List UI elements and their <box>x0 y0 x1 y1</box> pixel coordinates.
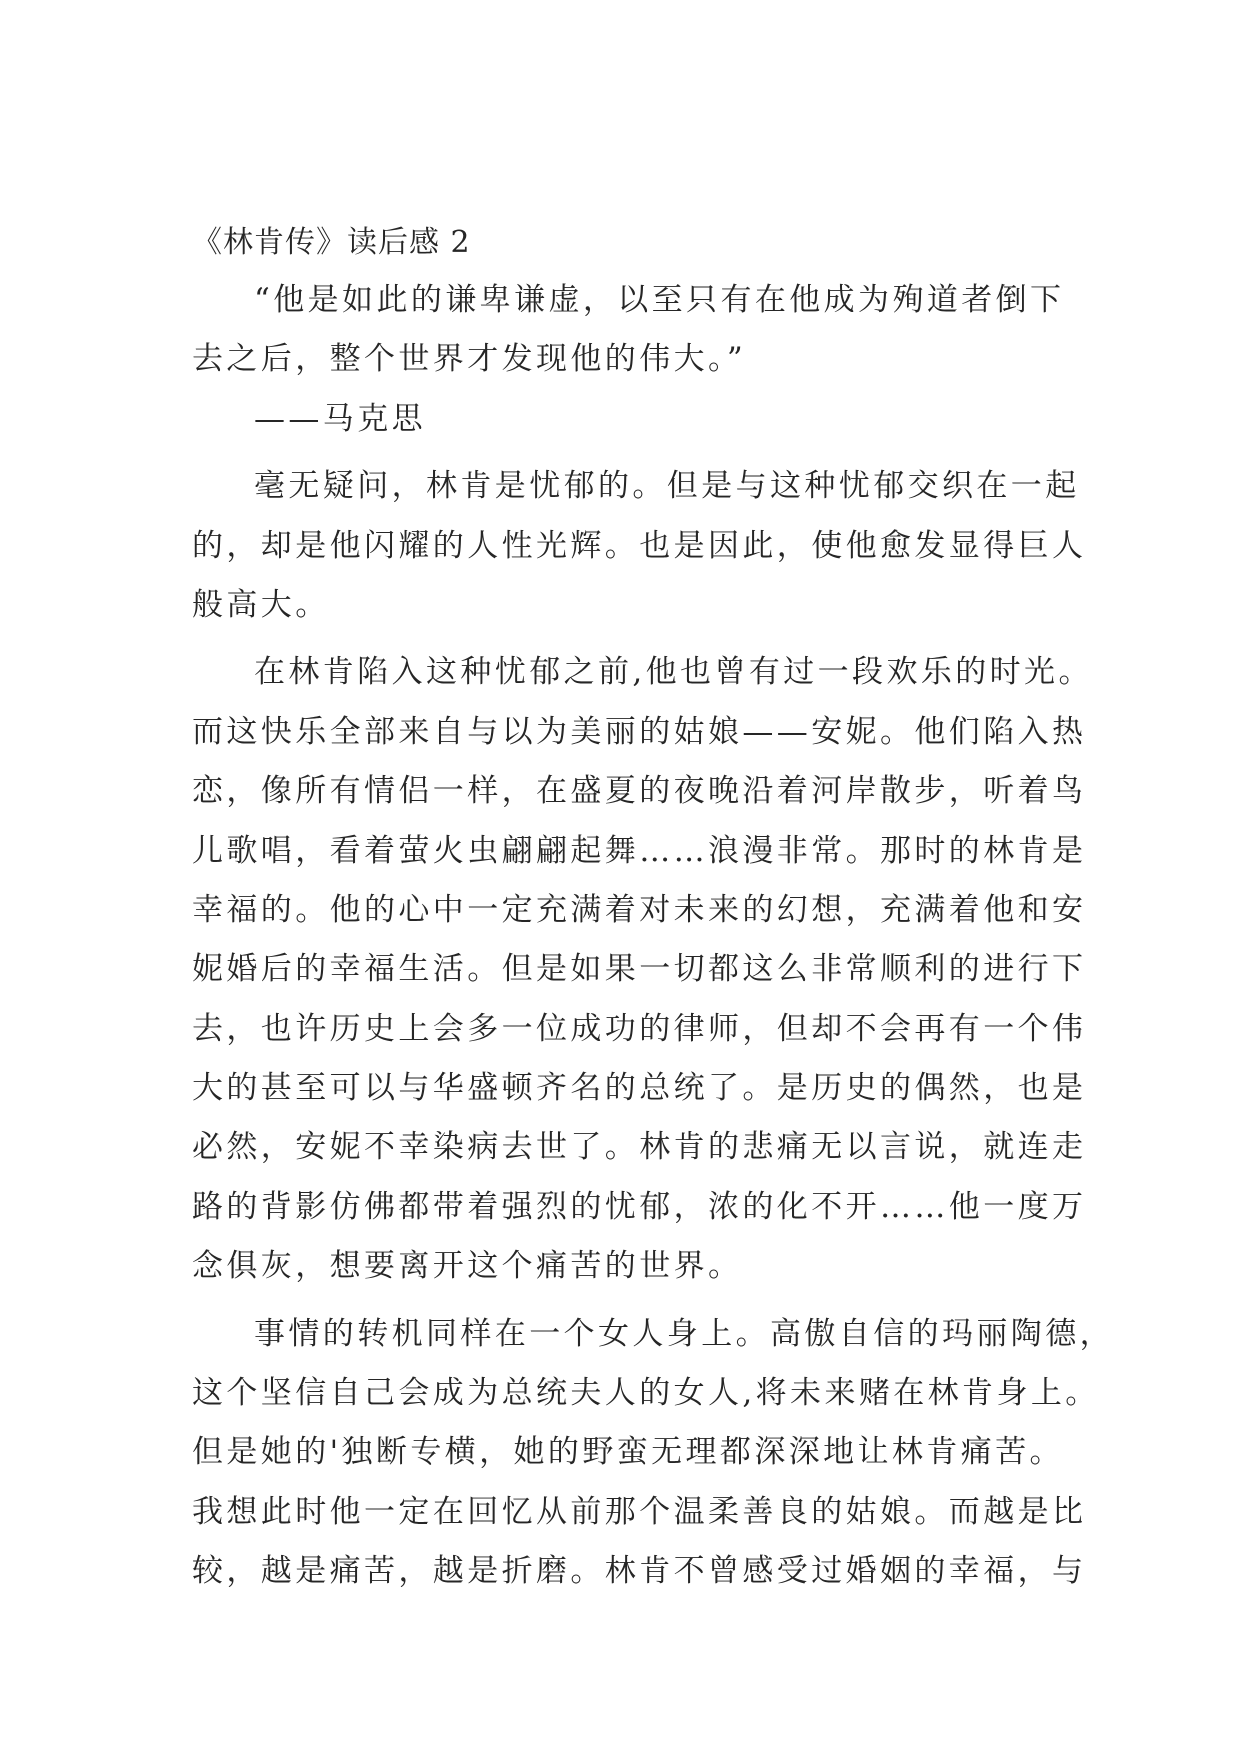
document-body <box>192 215 1114 1602</box>
paragraph-line: 般高大。 <box>192 586 330 623</box>
paragraph-spacer <box>192 635 1052 643</box>
paragraph-line: 但是她的'独断专横，她的野蛮无理都深深地让林肯痛苦。 <box>192 1434 1064 1471</box>
paragraph-line: 幸福的。他的心中一定充满着对未来的幻想，充满着他和安 <box>192 891 1087 928</box>
paragraph-line: 念俱灰，想要离开这个痛苦的世界。 <box>192 1248 743 1285</box>
paragraph-line: 妮婚后的幸福生活。但是如果一切都这么非常顺利的进行下 <box>192 951 1087 988</box>
document-title: 《林肯传》读后感 2 <box>192 225 471 260</box>
paragraph-spacer <box>192 449 1052 457</box>
paragraph-line: 事情的转机同样在一个女人身上。高傲自信的玛丽陶德， <box>254 1315 1114 1352</box>
paragraph-1 <box>192 457 1087 635</box>
paragraph-line: 毫无疑问，林肯是忧郁的。但是与这种忧郁交织在一起 <box>254 468 1080 505</box>
paragraph-line: 我想此时他一定在回忆从前那个温柔善良的姑娘。而越是比 <box>192 1493 1087 1530</box>
quote-attribution: ——马克思 <box>254 400 426 437</box>
paragraph-line: 儿歌唱，看着萤火虫翩翩起舞……浪漫非常。那时的林肯是 <box>192 832 1087 869</box>
quote-line: 去之后，整个世界才发现他的伟大。” <box>192 341 747 378</box>
paragraph-line: 大的甚至可以与华盛顿齐名的总统了。是历史的偶然，也是 <box>192 1070 1087 1107</box>
paragraph-line: 必然，安妮不幸染病去世了。林肯的悲痛无以言说，就连走 <box>192 1129 1087 1166</box>
paragraph-line: 去，也许历史上会多一位成功的律师，但却不会再有一个伟 <box>192 1010 1087 1047</box>
paragraph-3 <box>192 1305 1114 1602</box>
paragraph-line: 恋，像所有情侣一样，在盛夏的夜晚沿着河岸散步，听着鸟 <box>192 773 1087 810</box>
paragraph-2 <box>192 643 1093 1296</box>
paragraph-line: 路的背影仿佛都带着强烈的忧郁，浓的化不开……他一度万 <box>192 1188 1087 1225</box>
paragraph-line: 的，却是他闪耀的人性光辉。也是因此，使他愈发显得巨人 <box>192 527 1087 564</box>
quote-line: “他是如此的谦卑谦虚，以至只有在他成为殉道者倒下 <box>254 282 1065 318</box>
paragraph-line: 在林肯陷入这种忧郁之前,他也曾有过一段欢乐的时光。 <box>254 654 1093 691</box>
paragraph-spacer <box>192 1297 1052 1305</box>
epigraph-quote <box>192 271 1065 390</box>
paragraph-line: 较，越是痛苦，越是折磨。林肯不曾感受过婚姻的幸福，与 <box>192 1553 1087 1590</box>
paragraph-line: 这个坚信自己会成为总统夫人的女人,将未来赌在林肯身上。 <box>192 1375 1100 1412</box>
paragraph-line: 而这快乐全部来自与以为美丽的姑娘——安妮。他们陷入热 <box>192 713 1087 750</box>
